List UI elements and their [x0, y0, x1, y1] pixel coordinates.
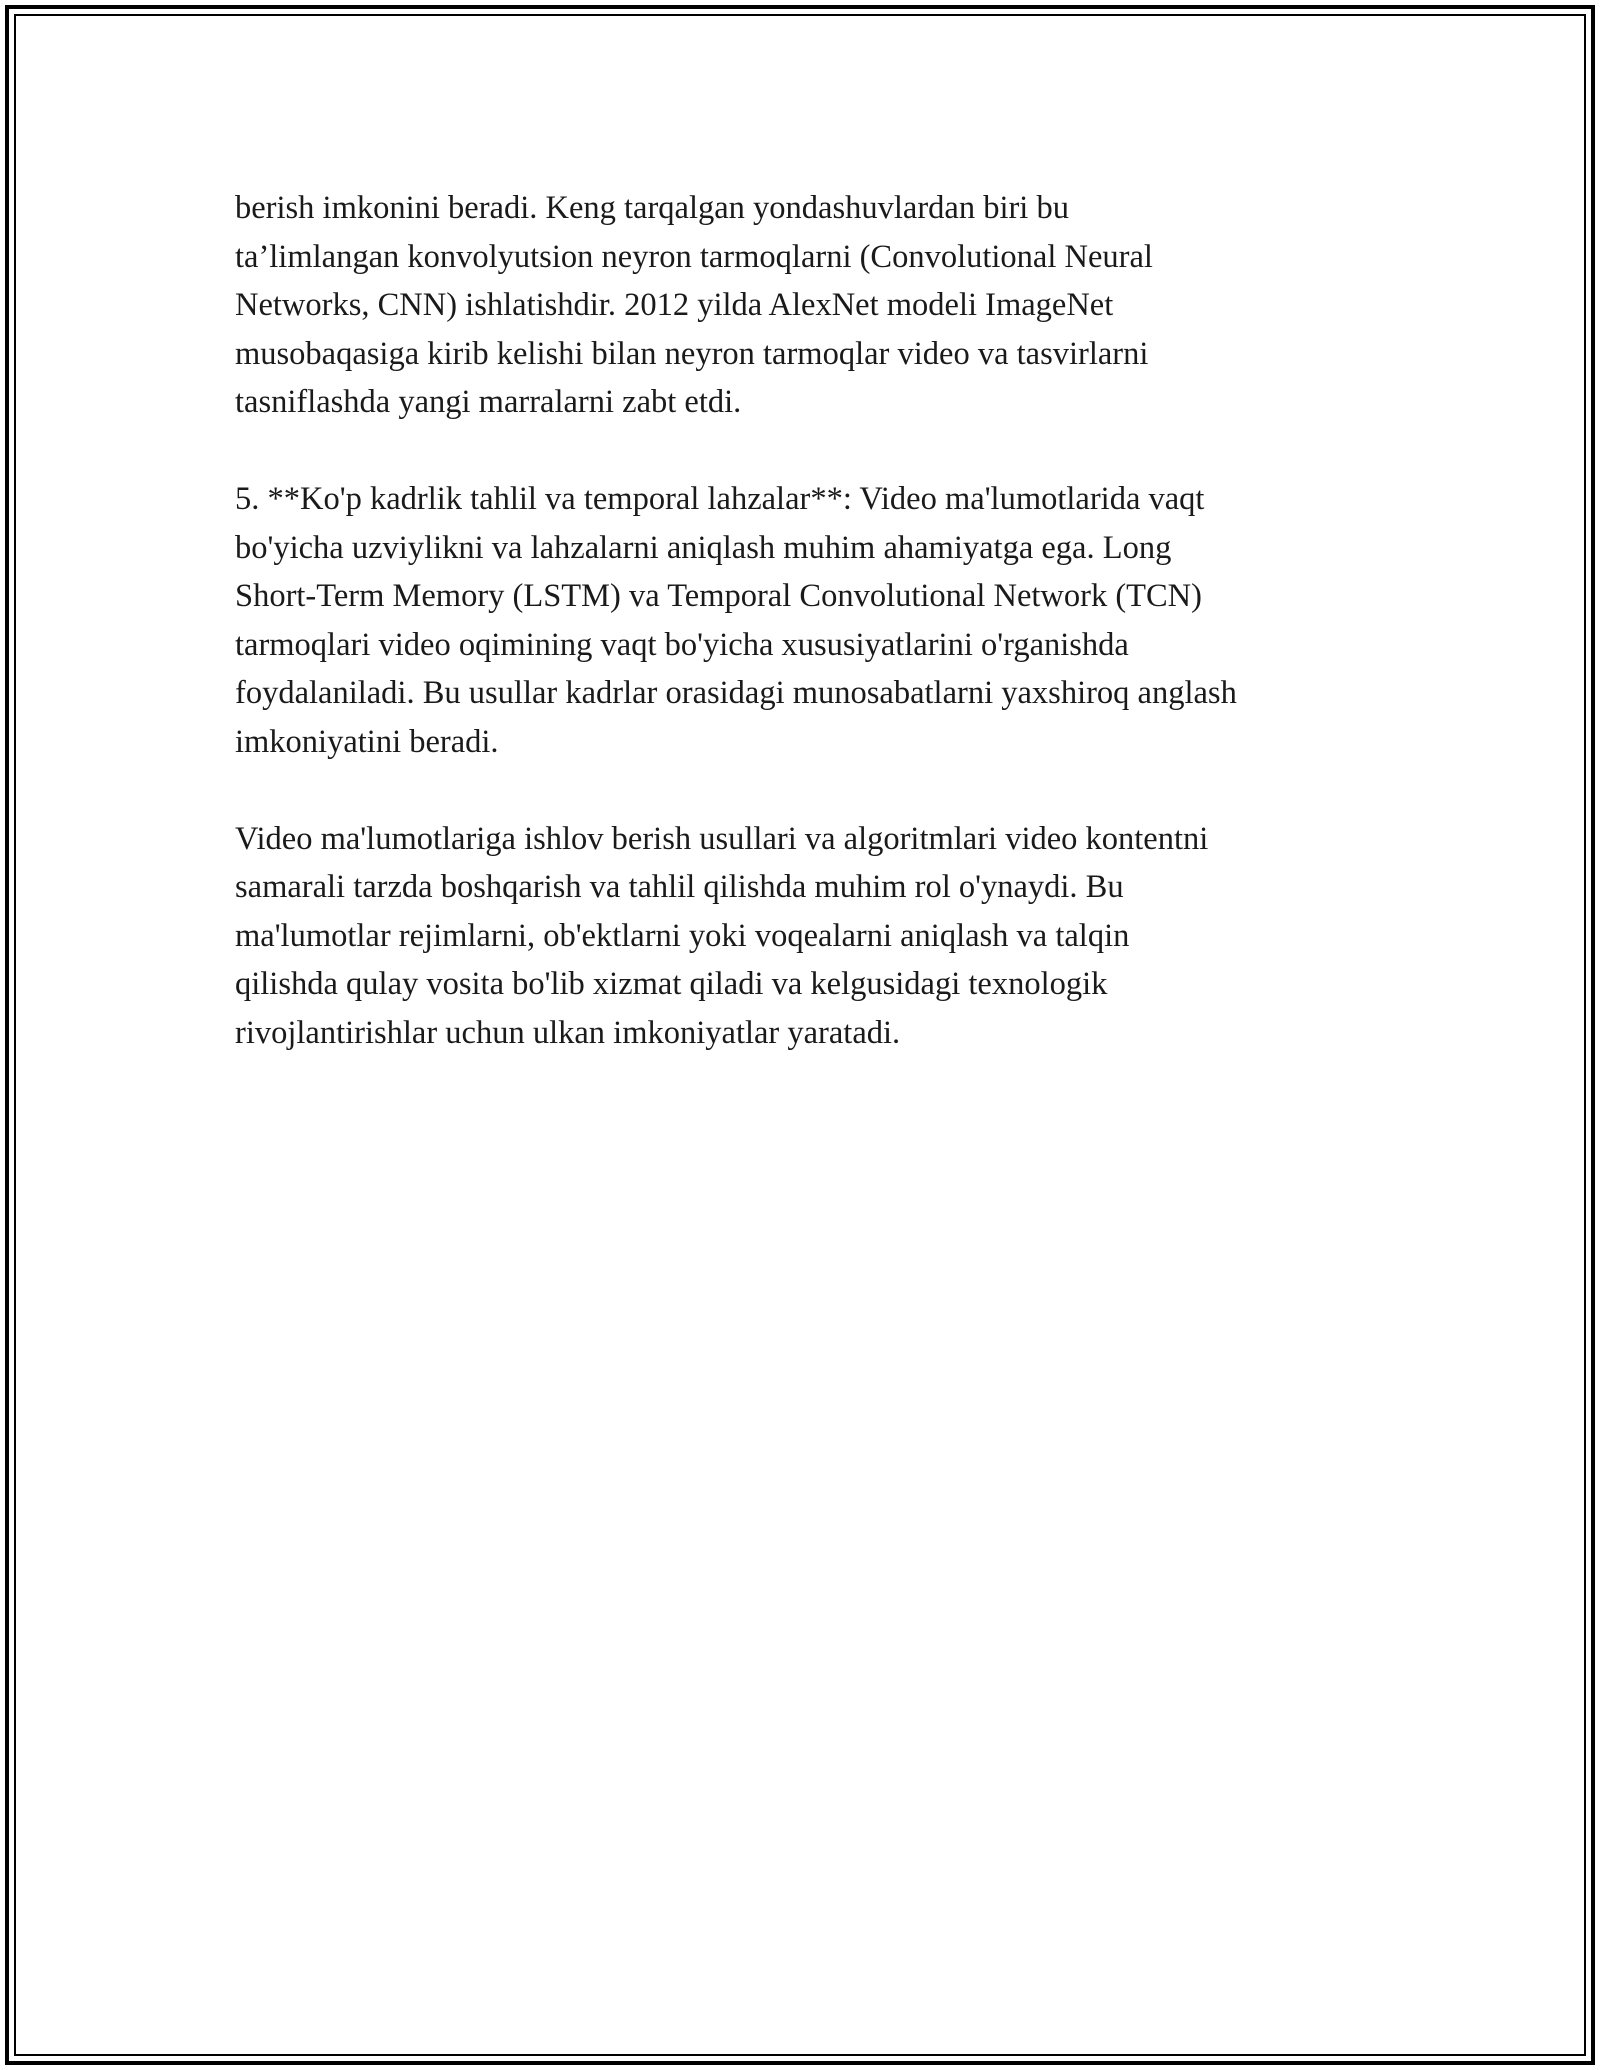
text-line: foydalaniladi. Bu usullar kadrlar orasidagi munosabatlarni yaxshiroq anglash [235, 675, 1237, 711]
text-line: ma'lumotlar rejimlarni, ob'ektlarni yoki voqealarni aniqlash va talqin [235, 917, 1130, 954]
paragraph-temporal [235, 475, 1385, 766]
paragraph-conclusion [235, 815, 1385, 1058]
text-line: Networks, CNN) ishlatishdir. 2012 yilda AlexNet modeli ImageNet [235, 287, 1114, 323]
text-line: ta’limlangan konvolyutsion neyron tarmoqlarni (Convolutional Neural [235, 238, 1153, 275]
text-line: Short-Term Memory (LSTM) va Temporal Convolutional Network (TCN) [235, 578, 1202, 614]
text-line: rivojlantirishlar uchun ulkan imkoniyatlar yaratadi. [235, 1014, 901, 1051]
text-line: imkoniyatini beradi. [235, 723, 499, 760]
text-line: berish imkonini beradi. Keng tarqalgan yondashuvlardan biri bu [235, 190, 1069, 226]
text-line: tasniflashda yangi marralarni zabt etdi. [235, 384, 742, 420]
text-line: tarmoqlari video oqimining vaqt bo'yicha xususiyatlarini o'rganishda [235, 626, 1129, 663]
text-line: bo'yicha uzviylikni va lahzalarni aniqlash muhim ahamiyatga ega. Long [235, 529, 1172, 566]
document-body [235, 184, 1385, 1106]
text-line: samarali tarzda boshqarish va tahlil qilishda muhim rol o'ynaydi. Bu [235, 869, 1124, 905]
text-line: qilishda qulay vosita bo'lib xizmat qiladi va kelgusidagi texnologik [235, 966, 1108, 1002]
text-line: 5. **Ko'p kadrlik tahlil va temporal lahzalar**: Video ma'lumotlarida vaqt [235, 481, 1205, 517]
text-line: musobaqasiga kirib kelishi bilan neyron tarmoqlar video va tasvirlarni [235, 335, 1149, 372]
text-line: Video ma'lumotlariga ishlov berish usullari va algoritmlari video kontentni [235, 820, 1209, 857]
paragraph-cnn [235, 184, 1385, 427]
